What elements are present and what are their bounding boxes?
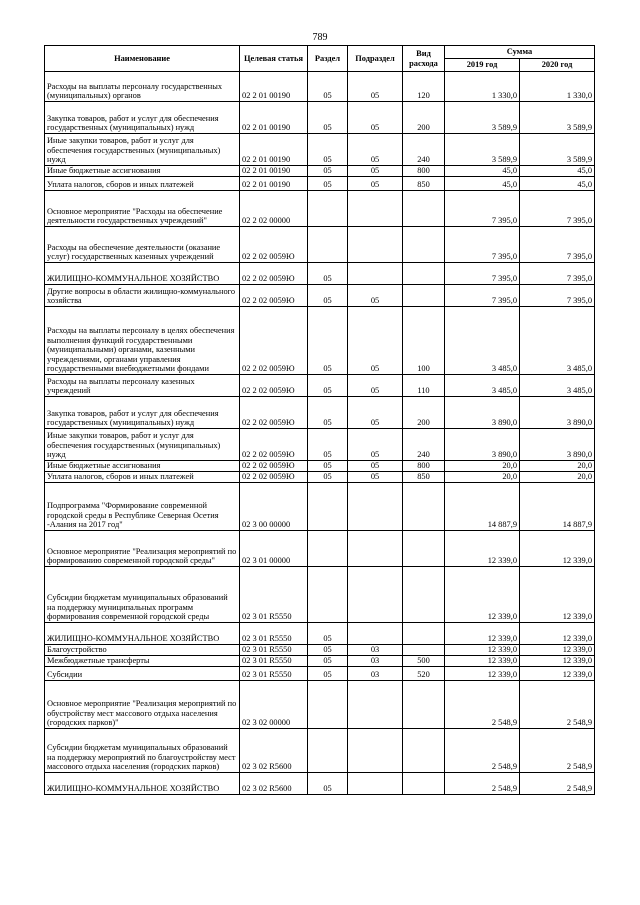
table-row (45, 623, 595, 645)
row-section-cell (308, 191, 348, 227)
row-target-cell: 02 2 01 00190 (240, 177, 308, 191)
budget-table (44, 45, 595, 795)
row-section-cell: 05 (308, 307, 348, 375)
row-name-cell: ЖИЛИЩНО-КОММУНАЛЬНОЕ ХОЗЯЙСТВО (45, 773, 240, 795)
table-row (45, 307, 595, 375)
row-name-cell: ЖИЛИЩНО-КОММУНАЛЬНОЕ ХОЗЯЙСТВО (45, 623, 240, 645)
row-section-cell: 05 (308, 397, 348, 429)
row-expense-type-cell (403, 773, 445, 795)
row-subsection-cell: 05 (348, 472, 403, 483)
row-section-cell: 05 (308, 645, 348, 656)
row-expense-type-cell: 500 (403, 656, 445, 667)
row-target-cell: 02 3 02 00000 (240, 681, 308, 729)
row-section-cell (308, 681, 348, 729)
row-section-cell (308, 567, 348, 623)
header-2020: 2020 год (520, 59, 595, 72)
row-subsection-cell: 05 (348, 397, 403, 429)
table-row (45, 656, 595, 667)
row-section-cell: 05 (308, 134, 348, 166)
table-row (45, 177, 595, 191)
row-subsection-cell: 03 (348, 667, 403, 681)
row-subsection-cell (348, 263, 403, 285)
row-subsection-cell: 05 (348, 177, 403, 191)
row-expense-type-cell: 200 (403, 397, 445, 429)
row-name-cell: Субсидии бюджетам муниципальных образований на поддержку муниципальных программ формирования современной городской среды (45, 567, 240, 623)
row-expense-type-cell (403, 623, 445, 645)
row-expense-type-cell: 850 (403, 472, 445, 483)
row-name-cell: Основное мероприятие "Реализация мероприятий по формированию современной городской среды" (45, 531, 240, 567)
row-section-cell: 05 (308, 102, 348, 134)
row-sum-2019-cell: 12 339,0 (445, 623, 520, 645)
row-name-cell: Уплата налогов, сборов и иных платежей (45, 472, 240, 483)
row-expense-type-cell: 520 (403, 667, 445, 681)
row-section-cell: 05 (308, 375, 348, 397)
row-sum-2019-cell: 14 887,9 (445, 483, 520, 531)
row-expense-type-cell: 240 (403, 134, 445, 166)
table-row (45, 461, 595, 472)
row-sum-2020-cell: 3 485,0 (520, 307, 595, 375)
row-target-cell: 02 2 02 0059Ю (240, 375, 308, 397)
row-section-cell: 05 (308, 177, 348, 191)
row-expense-type-cell: 200 (403, 102, 445, 134)
row-section-cell (308, 483, 348, 531)
row-sum-2019-cell: 3 485,0 (445, 375, 520, 397)
row-expense-type-cell (403, 729, 445, 773)
row-name-cell: Основное мероприятие "Расходы на обеспечение деятельности государственных учреждений" (45, 191, 240, 227)
row-sum-2019-cell: 2 548,9 (445, 681, 520, 729)
row-sum-2020-cell: 2 548,9 (520, 729, 595, 773)
row-section-cell: 05 (308, 166, 348, 177)
row-sum-2020-cell: 7 395,0 (520, 285, 595, 307)
row-name-cell: Расходы на обеспечение деятельности (оказание услуг) государственных казенных учреждений (45, 227, 240, 263)
row-target-cell: 02 3 01 R5550 (240, 623, 308, 645)
row-name-cell: Закупка товаров, работ и услуг для обеспечения государственных (муниципальных) нужд (45, 397, 240, 429)
row-sum-2019-cell: 3 890,0 (445, 429, 520, 461)
row-sum-2020-cell: 20,0 (520, 472, 595, 483)
row-name-cell: Субсидии (45, 667, 240, 681)
row-subsection-cell (348, 191, 403, 227)
row-sum-2020-cell: 45,0 (520, 166, 595, 177)
row-sum-2020-cell: 7 395,0 (520, 227, 595, 263)
row-sum-2019-cell: 12 339,0 (445, 656, 520, 667)
row-sum-2020-cell: 12 339,0 (520, 623, 595, 645)
row-subsection-cell: 05 (348, 429, 403, 461)
row-expense-type-cell (403, 227, 445, 263)
row-name-cell: Иные бюджетные ассигнования (45, 166, 240, 177)
row-subsection-cell (348, 623, 403, 645)
row-subsection-cell: 05 (348, 134, 403, 166)
row-section-cell: 05 (308, 472, 348, 483)
row-target-cell: 02 2 02 0059Ю (240, 472, 308, 483)
row-expense-type-cell: 110 (403, 375, 445, 397)
row-target-cell: 02 2 01 00190 (240, 102, 308, 134)
table-row (45, 375, 595, 397)
table-row (45, 191, 595, 227)
row-target-cell: 02 3 01 R5550 (240, 667, 308, 681)
row-sum-2019-cell: 7 395,0 (445, 263, 520, 285)
row-name-cell: Другие вопросы в области жилищно-коммунального хозяйства (45, 285, 240, 307)
row-target-cell: 02 3 01 00000 (240, 531, 308, 567)
row-expense-type-cell (403, 263, 445, 285)
row-subsection-cell (348, 681, 403, 729)
row-sum-2019-cell: 12 339,0 (445, 531, 520, 567)
table-row (45, 72, 595, 102)
row-sum-2020-cell: 45,0 (520, 177, 595, 191)
row-subsection-cell: 03 (348, 656, 403, 667)
row-target-cell: 02 2 02 0059Ю (240, 307, 308, 375)
row-name-cell: Расходы на выплаты персоналу в целях обеспечения выполнения функций государственными (муниципальными) органами, казенными учреждениями, органами управления государственными внебюджетными фондами (45, 307, 240, 375)
row-sum-2020-cell: 3 485,0 (520, 375, 595, 397)
row-sum-2020-cell: 1 330,0 (520, 72, 595, 102)
table-header (45, 46, 595, 72)
row-subsection-cell: 05 (348, 102, 403, 134)
row-sum-2020-cell: 2 548,9 (520, 773, 595, 795)
row-sum-2019-cell: 3 589,9 (445, 134, 520, 166)
header-name: Наименование (45, 46, 240, 72)
row-section-cell: 05 (308, 461, 348, 472)
row-sum-2019-cell: 7 395,0 (445, 191, 520, 227)
table-row (45, 681, 595, 729)
row-target-cell: 02 2 02 0059Ю (240, 263, 308, 285)
row-expense-type-cell (403, 681, 445, 729)
page-number: 789 (312, 32, 328, 43)
row-section-cell: 05 (308, 773, 348, 795)
row-target-cell: 02 2 02 0059Ю (240, 397, 308, 429)
row-target-cell: 02 2 01 00190 (240, 166, 308, 177)
row-expense-type-cell (403, 285, 445, 307)
row-target-cell: 02 3 01 R5550 (240, 645, 308, 656)
row-sum-2019-cell: 20,0 (445, 461, 520, 472)
table-row (45, 285, 595, 307)
row-section-cell: 05 (308, 72, 348, 102)
table-row (45, 263, 595, 285)
row-sum-2020-cell: 12 339,0 (520, 645, 595, 656)
header-target: Целевая статья (240, 46, 308, 72)
row-sum-2020-cell: 7 395,0 (520, 191, 595, 227)
row-sum-2019-cell: 7 395,0 (445, 227, 520, 263)
row-sum-2020-cell: 12 339,0 (520, 567, 595, 623)
table-row (45, 472, 595, 483)
row-sum-2020-cell: 3 589,9 (520, 102, 595, 134)
row-target-cell: 02 2 02 0059Ю (240, 429, 308, 461)
row-sum-2019-cell: 12 339,0 (445, 645, 520, 656)
row-section-cell: 05 (308, 667, 348, 681)
row-expense-type-cell (403, 645, 445, 656)
row-target-cell: 02 3 02 R5600 (240, 773, 308, 795)
row-sum-2020-cell: 3 890,0 (520, 397, 595, 429)
row-subsection-cell (348, 531, 403, 567)
row-target-cell: 02 3 02 R5600 (240, 729, 308, 773)
row-sum-2019-cell: 3 485,0 (445, 307, 520, 375)
row-name-cell: Благоустройство (45, 645, 240, 656)
row-expense-type-cell: 120 (403, 72, 445, 102)
row-sum-2019-cell: 7 395,0 (445, 285, 520, 307)
row-subsection-cell: 05 (348, 72, 403, 102)
row-sum-2019-cell: 45,0 (445, 177, 520, 191)
row-name-cell: Межбюджетные трансферты (45, 656, 240, 667)
row-section-cell: 05 (308, 285, 348, 307)
row-name-cell: Иные закупки товаров, работ и услуг для обеспечения государственных (муниципальных) нужд (45, 134, 240, 166)
row-name-cell: Подпрограмма "Формирование современной городской среды в Республике Северная Осетия -Алания на 2017 год" (45, 483, 240, 531)
table-row (45, 397, 595, 429)
table-row (45, 667, 595, 681)
row-sum-2019-cell: 1 330,0 (445, 72, 520, 102)
row-sum-2019-cell: 20,0 (445, 472, 520, 483)
row-sum-2020-cell: 14 887,9 (520, 483, 595, 531)
row-sum-2020-cell: 12 339,0 (520, 656, 595, 667)
row-expense-type-cell (403, 531, 445, 567)
row-section-cell (308, 227, 348, 263)
row-section-cell: 05 (308, 263, 348, 285)
table-row (45, 134, 595, 166)
row-sum-2020-cell: 12 339,0 (520, 667, 595, 681)
row-section-cell (308, 531, 348, 567)
row-name-cell: Расходы на выплаты персоналу казенных учреждений (45, 375, 240, 397)
row-sum-2019-cell: 3 890,0 (445, 397, 520, 429)
row-subsection-cell (348, 729, 403, 773)
row-sum-2019-cell: 12 339,0 (445, 667, 520, 681)
table-row (45, 483, 595, 531)
row-expense-type-cell (403, 483, 445, 531)
header-expense-type: Вид расхода (403, 46, 445, 72)
row-sum-2020-cell: 3 589,9 (520, 134, 595, 166)
row-subsection-cell: 05 (348, 375, 403, 397)
row-sum-2020-cell: 7 395,0 (520, 263, 595, 285)
header-sum: Сумма (445, 46, 595, 59)
row-expense-type-cell: 100 (403, 307, 445, 375)
row-subsection-cell: 05 (348, 461, 403, 472)
row-sum-2020-cell: 20,0 (520, 461, 595, 472)
table-row (45, 227, 595, 263)
table-row (45, 429, 595, 461)
row-sum-2019-cell: 2 548,9 (445, 773, 520, 795)
row-name-cell: Иные закупки товаров, работ и услуг для обеспечения государственных (муниципальных) нужд (45, 429, 240, 461)
table-row (45, 102, 595, 134)
row-target-cell: 02 3 00 00000 (240, 483, 308, 531)
header-subsection: Подраздел (348, 46, 403, 72)
row-sum-2020-cell: 3 890,0 (520, 429, 595, 461)
row-name-cell: Основное мероприятие "Реализация мероприятий по обустройству мест массового отдыха населения (городских парков)" (45, 681, 240, 729)
row-subsection-cell (348, 227, 403, 263)
row-name-cell: Расходы на выплаты персоналу государственных (муниципальных) органов (45, 72, 240, 102)
row-expense-type-cell: 850 (403, 177, 445, 191)
row-subsection-cell: 03 (348, 645, 403, 656)
header-2019: 2019 год (445, 59, 520, 72)
row-expense-type-cell: 800 (403, 461, 445, 472)
row-section-cell (308, 729, 348, 773)
row-subsection-cell (348, 483, 403, 531)
row-target-cell: 02 2 02 0059Ю (240, 461, 308, 472)
row-target-cell: 02 2 01 00190 (240, 134, 308, 166)
row-target-cell: 02 2 02 00000 (240, 191, 308, 227)
row-sum-2019-cell: 45,0 (445, 166, 520, 177)
row-subsection-cell: 05 (348, 307, 403, 375)
row-target-cell: 02 3 01 R5550 (240, 656, 308, 667)
table-row (45, 729, 595, 773)
row-expense-type-cell: 800 (403, 166, 445, 177)
row-target-cell: 02 3 01 R5550 (240, 567, 308, 623)
row-name-cell: Субсидии бюджетам муниципальных образований на поддержку мероприятий по благоустройству мест массового отдыха населения (городских парков) (45, 729, 240, 773)
row-sum-2020-cell: 12 339,0 (520, 531, 595, 567)
row-subsection-cell: 05 (348, 285, 403, 307)
table-body (45, 72, 595, 795)
row-section-cell: 05 (308, 656, 348, 667)
row-target-cell: 02 2 02 0059Ю (240, 285, 308, 307)
table-row (45, 773, 595, 795)
table-row (45, 645, 595, 656)
row-sum-2020-cell: 2 548,9 (520, 681, 595, 729)
row-sum-2019-cell: 12 339,0 (445, 567, 520, 623)
row-subsection-cell (348, 773, 403, 795)
table-row (45, 567, 595, 623)
row-name-cell: Иные бюджетные ассигнования (45, 461, 240, 472)
table-row (45, 166, 595, 177)
row-name-cell: ЖИЛИЩНО-КОММУНАЛЬНОЕ ХОЗЯЙСТВО (45, 263, 240, 285)
row-expense-type-cell: 240 (403, 429, 445, 461)
row-sum-2019-cell: 2 548,9 (445, 729, 520, 773)
row-section-cell: 05 (308, 429, 348, 461)
table-row (45, 531, 595, 567)
row-target-cell: 02 2 02 0059Ю (240, 227, 308, 263)
row-sum-2019-cell: 3 589,9 (445, 102, 520, 134)
row-target-cell: 02 2 01 00190 (240, 72, 308, 102)
header-section: Раздел (308, 46, 348, 72)
row-subsection-cell (348, 567, 403, 623)
row-expense-type-cell (403, 191, 445, 227)
row-expense-type-cell (403, 567, 445, 623)
row-section-cell: 05 (308, 623, 348, 645)
row-subsection-cell: 05 (348, 166, 403, 177)
row-name-cell: Закупка товаров, работ и услуг для обеспечения государственных (муниципальных) нужд (45, 102, 240, 134)
row-name-cell: Уплата налогов, сборов и иных платежей (45, 177, 240, 191)
